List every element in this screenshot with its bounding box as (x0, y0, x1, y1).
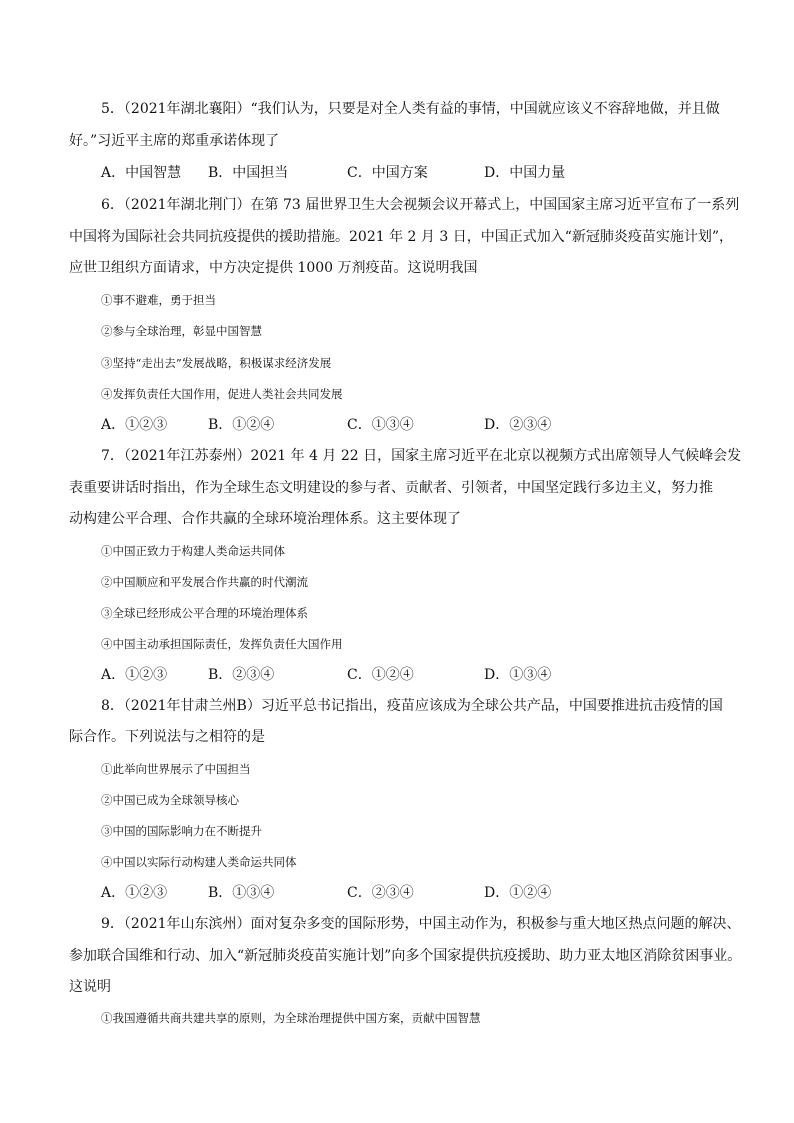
q8-option-1: ①此举向世界展示了中国担当 (101, 762, 251, 776)
q6-option-1: ①事不避难，勇于担当 (101, 293, 216, 307)
q8-option-2: ②中国已成为全球领导核心 (101, 793, 239, 807)
q7-option-1: ①中国正致力于构建人类命运共同体 (101, 544, 285, 558)
q7-option-2: ②中国顺应和平发展合作共赢的时代潮流 (101, 575, 308, 589)
q9-option-1: ①我国遵循共商共建共享的原则，为全球治理提供中国方案，贡献中国智慧 (101, 1011, 481, 1025)
q9-stem-line3: 这说明 (69, 979, 111, 995)
q7-stem-line3: 动构建公平合理、合作共赢的全球环境治理体系。这主要体现了 (69, 511, 461, 527)
q6-choice-c: C．①③④ (347, 417, 414, 433)
q5-stem-line2: 好。”习近平主席的郑重承诺体现了 (69, 133, 280, 149)
q8-option-3: ③中国的国际影响力在不断提升 (101, 824, 262, 838)
q8-stem-line1: 8．（2021年甘肃兰州B）习近平总书记指出，疫苗应该成为全球公共产品，中国要推进抗击疫情的国 (101, 698, 723, 714)
q9-stem-line1: 9．（2021年山东滨州）面对复杂多变的国际形势，中国主动作为，积极参与重大地区热点问题的解决、 (101, 916, 741, 932)
q6-option-2: ②参与全球治理，彰显中国智慧 (101, 324, 262, 338)
q8-choice-a: A．①②③ (101, 885, 168, 901)
q8-choice-c: C．②③④ (347, 885, 414, 901)
q8-choice-b: B．①③④ (208, 885, 275, 901)
q6-stem-line3: 应世卫组织方面请求，中方决定提供 1000 万剂疫苗。这说明我国 (69, 260, 478, 276)
q6-option-4: ④发挥负责任大国作用，促进人类社会共同发展 (101, 387, 343, 401)
q7-option-3: ③全球已经形成公平合理的环境治理体系 (101, 606, 308, 620)
q7-choice-d: D．①③④ (484, 667, 552, 683)
q5-choice-d: D．中国力量 (484, 165, 566, 181)
q9-stem-line2: 参加联合国维和行动、加入“新冠肺炎疫苗实施计划”向多个国家提供抗疫援助、助力亚太地区消除贫困事业。 (69, 948, 742, 964)
q7-stem-line2: 表重要讲话时指出，作为全球生态文明建设的参与者、贡献者、引领者，中国坚定践行多边主义，努力推 (69, 480, 713, 496)
q8-stem-line2: 际合作。下列说法与之相符的是 (69, 729, 265, 745)
q7-choice-b: B．②③④ (208, 667, 275, 683)
q8-option-4: ④中国以实际行动构建人类命运共同体 (101, 855, 297, 869)
q8-choice-d: D．①②④ (484, 885, 552, 901)
q6-choice-d: D．②③④ (484, 417, 552, 433)
q7-choice-a: A．①②③ (101, 667, 168, 683)
q6-stem-line2: 中国将为国际社会共同抗疫提供的援助措施。2021 年 2 月 3 日，中国正式加入“新冠肺炎疫苗实施计划”， (69, 229, 734, 245)
q6-stem-line1: 6．（2021年湖北荆门）在第 73 届世界卫生大会视频会议开幕式上，中国国家主席习近平宣布了一系列 (101, 197, 740, 213)
q5-choice-b: B．中国担当 (208, 165, 289, 181)
q6-choice-b: B．①②④ (208, 417, 275, 433)
q6-option-3: ③坚持“走出去”发展战略，积极谋求经济发展 (101, 356, 332, 370)
q5-choice-c: C．中国方案 (347, 165, 428, 181)
q7-option-4: ④中国主动承担国际责任，发挥负责任大国作用 (101, 637, 343, 651)
q5-stem-line1: 5．（2021年湖北襄阳）“我们认为，只要是对全人类有益的事情，中国就应该义不容辞地做，并且做 (101, 101, 720, 117)
q6-choice-a: A．①②③ (101, 417, 168, 433)
q7-stem-line1: 7．（2021年江苏泰州）2021 年 4 月 22 日，国家主席习近平在北京以视频方式出席领导人气候峰会发 (101, 448, 742, 464)
q7-choice-c: C．①②④ (347, 667, 414, 683)
q5-choice-a: A．中国智慧 (101, 165, 182, 181)
